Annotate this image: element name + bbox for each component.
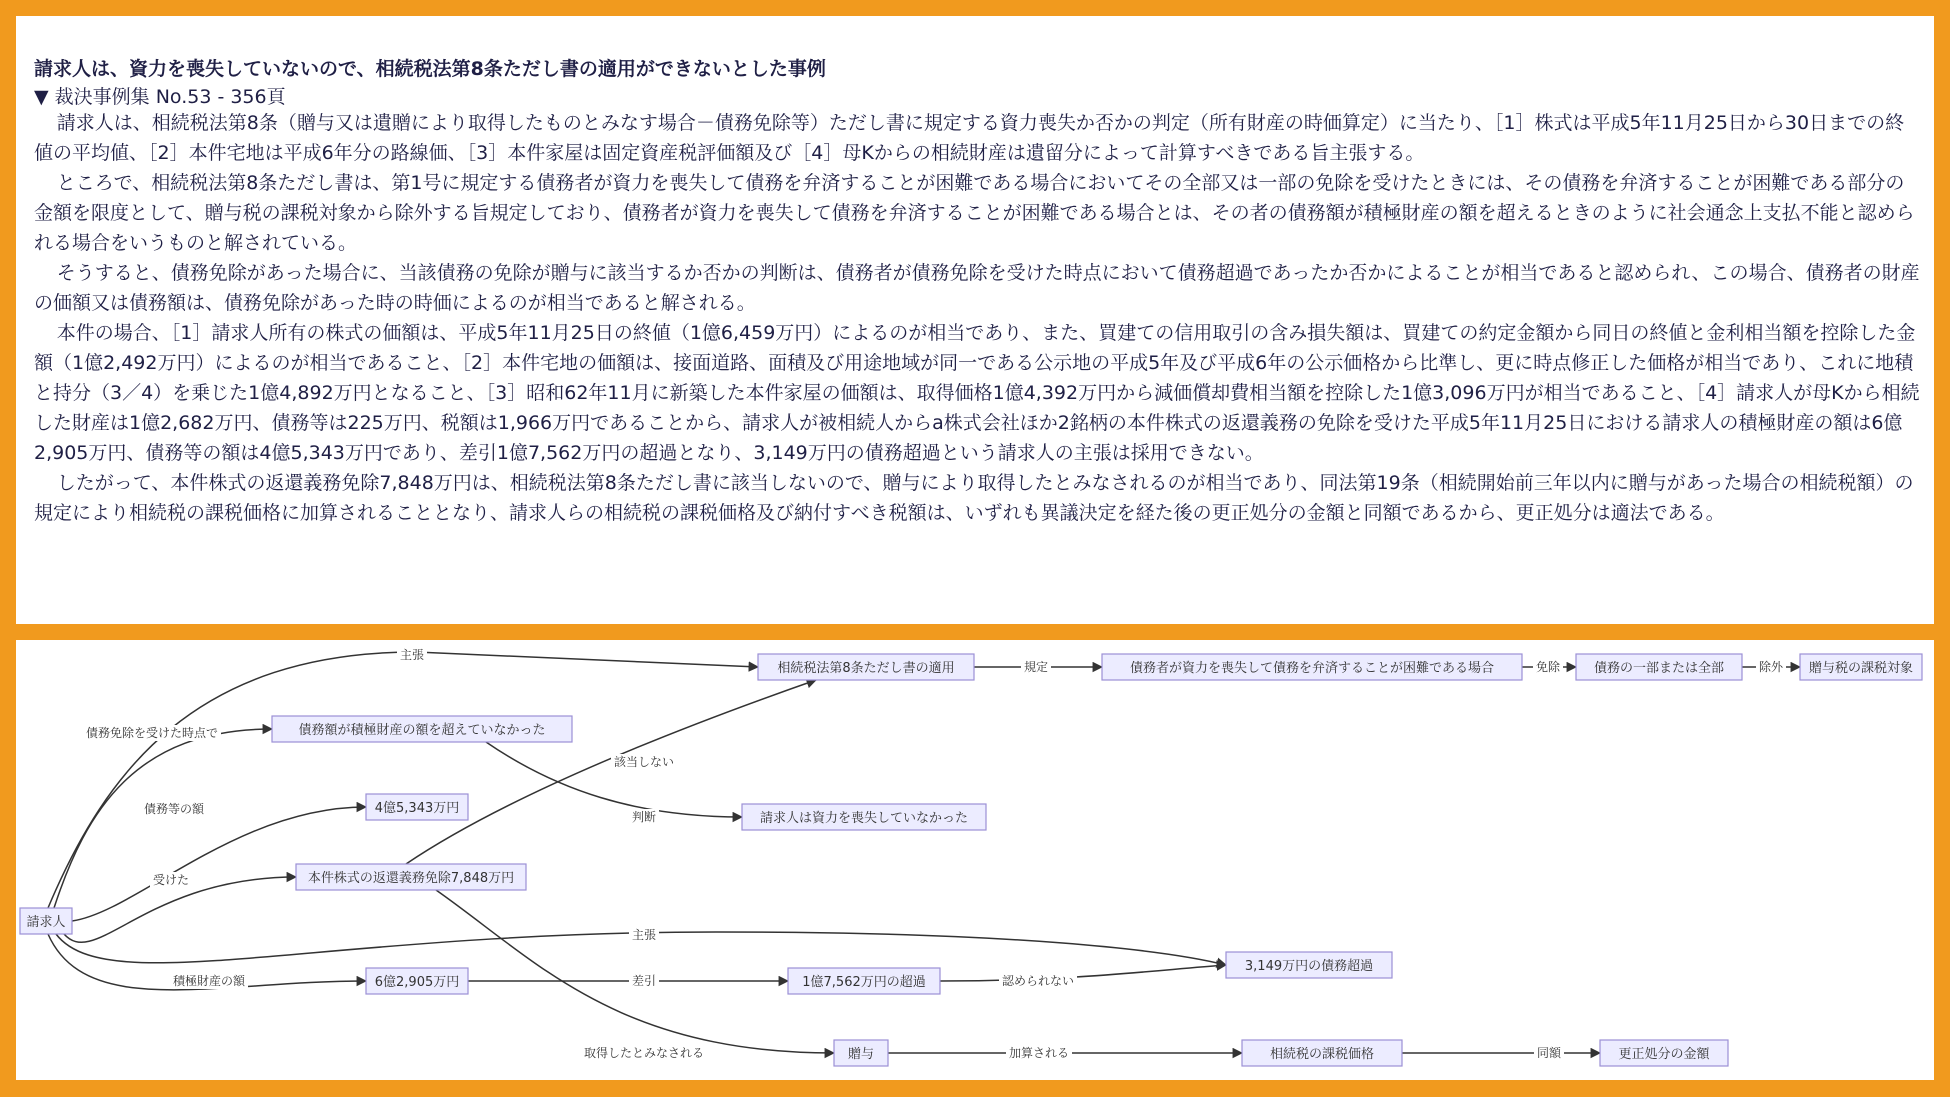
edge-label-regulate: 規定 <box>1023 660 1049 674</box>
node-debt-not-exceed <box>272 716 572 742</box>
paragraph-5: したがって、本件株式の返還義務免除7,848万円は、相続税法第8条ただし書に該当しないので、贈与により取得したとみなされるのが相当であり、同法第19条（相続開始前三年以内に贈与があった場合の相続税額）の規定により相続税の課税価格に加算されることとなり、請求人らの相続税の課税価格及び納付すべき税額は、いずれも異議決定を経た後の更正処分の金額と同額であるから、更正処分は適法である。 <box>34 472 1914 524</box>
node-label: 3,149万円の債務超過 <box>1244 959 1374 974</box>
node-insolvency-claim <box>1226 952 1392 978</box>
edge-label-judgment: 判断 <box>631 810 657 824</box>
edge-label-same-amount: 同額 <box>1536 1046 1562 1060</box>
node-article8 <box>758 654 974 680</box>
node-label: 相続税法第8条ただし書の適用 <box>777 661 955 676</box>
edge-label-claim-top: 主張 <box>399 648 425 662</box>
edge-deemed-acquired <box>436 890 834 1053</box>
edge-not-accepted <box>940 965 1226 981</box>
node-label: 贈与 <box>847 1047 875 1062</box>
edge-label-deemed-acquired: 取得したとみなされる <box>583 1046 705 1060</box>
paragraph-4: 本件の場合、［1］請求人所有の株式の価額は、平成5年11月25日の終値（1億6,459万円）によるのが相当であり、また、買建ての信用取引の含み損失額は、買建ての約定金額から同日の終値と金利相当額を控除した金額（1億2,492万円）によるのが相当であること、［2］本件宅地の価額は、接面道路、面積及び用途地域が同一である公示地の平成5年及び平成6年の公示価格から比準し、更に時点修正した価格が相当であり、これに地積と持分（3／4）を乗じた1億4,892万円となること、［3］昭和62年11月に新築した本件家屋の価額は、取得価格1億4,392万円から減価償却費相当額を控除した1億3,096万円が相当であること、［4］請求人が母Kから相続した財産は1億2,682万円、債務等は225万円、税額は1,966万円であることから、請求人が被相続人からa株式会社ほか2銘柄の本件株式の返還義務の免除を受けた平成5年11月25日における請求人の積極財産の額は6億2,905万円、債務等の額は4億5,343万円であり、差引1億7,562万円の超過となり、3,149万円の債務超過という請求人の主張は採用できない。 <box>34 322 1920 464</box>
node-assets <box>366 968 468 994</box>
node-gift-tax-target <box>1800 654 1922 680</box>
edge-label-difference: 差引 <box>631 974 657 988</box>
node-label: 債務の一部または全部 <box>1593 661 1725 676</box>
edge-label-debt-label: 債務等の額 <box>143 802 205 816</box>
node-label: 請求人 <box>26 915 66 930</box>
node-label: 債務額が積極財産の額を超えていなかった <box>298 723 546 738</box>
edge-label-asset-label: 積極財産の額 <box>172 974 246 988</box>
edge-not-applicable <box>406 680 816 864</box>
edge-label-exempt: 免除 <box>1535 660 1561 674</box>
edge-label-claim-mid: 主張 <box>631 928 657 942</box>
node-label: 1億7,562万円の超過 <box>802 975 926 990</box>
edge-label-at-exemption-time: 債務免除を受けた時点で <box>85 726 219 740</box>
text-panel <box>16 16 1934 624</box>
document-source: ▼ 裁決事例集 No.53 - 356頁 <box>34 86 286 108</box>
edge-label-exclude: 除外 <box>1758 660 1784 674</box>
node-partial-or-full <box>1576 654 1742 680</box>
node-label: 債務者が資力を喪失して債務を弁済することが困難である場合 <box>1129 661 1495 676</box>
diagram-panel <box>16 640 1934 1080</box>
node-exemption <box>296 864 526 890</box>
node-label: 請求人は資力を喪失していなかった <box>759 811 969 826</box>
node-label: 更正処分の金額 <box>1618 1047 1710 1062</box>
edge-label-not-applicable: 該当しない <box>613 755 675 769</box>
node-label: 贈与税の課税対象 <box>1808 661 1914 676</box>
edge-label-added: 加算される <box>1008 1046 1070 1060</box>
edge-label-not-accepted: 認められない <box>1001 974 1075 988</box>
paragraph-2: ところで、相続税法第8条ただし書は、第1号に規定する債務者が資力を喪失して債務を弁済することが困難である場合においてその全部又は一部の免除を受けたときには、その債務を弁済することが困難である部分の金額を限度として、贈与税の課税対象から除外する旨規定しており、債務者が資力を喪失して債務を弁済することが困難である場合とは、その者の債務額が積極財産の額を超えるときのように社会通念上支払不能と認められる場合をいうものと解されている。 <box>34 172 1915 254</box>
node-insolvent-case <box>1102 654 1522 680</box>
node-correction-amount <box>1600 1040 1728 1066</box>
flowchart <box>16 640 1934 1080</box>
node-label: 本件株式の返還義務免除7,848万円 <box>307 871 515 886</box>
node-claimant <box>20 908 72 934</box>
node-label: 6億2,905万円 <box>374 975 460 990</box>
node-debt-amount <box>366 794 468 820</box>
node-taxable-value <box>1242 1040 1402 1066</box>
paragraph-3: そうすると、債務免除があった場合に、当該債務の免除が贈与に該当するか否かの判断は、債務者が債務免除を受けた時点において債務超過であったか否かによることが相当であると認められ、この場合、債務者の財産の価額又は債務額は、債務免除があった時の時価によるのが相当であると解される。 <box>34 262 1920 314</box>
edge-label-received: 受けた <box>152 873 190 887</box>
node-surplus <box>788 968 940 994</box>
paragraph-1: 請求人は、相続税法第8条（贈与又は遺贈により取得したものとみなす場合－債務免除等）ただし書に規定する資力喪失か否かの判定（所有財産の時価算定）に当たり、［1］株式は平成5年11月25日から30日までの終値の平均値、［2］本件宅地は平成6年分の路線価、［3］本件家屋は固定資産税評価額及び［4］母Kからの相続財産は遺留分によって計算すべきである旨主張する。 <box>34 112 1905 164</box>
document-body <box>34 108 1922 528</box>
node-label: 相続税の課税価格 <box>1269 1047 1375 1062</box>
node-not-lost-capacity <box>742 804 986 830</box>
node-gift <box>834 1040 888 1066</box>
node-label: 4億5,343万円 <box>374 801 460 816</box>
edge-judgment <box>486 742 742 817</box>
document-title: 請求人は、資力を喪失していないので、相続税法第8条ただし書の適用ができないとした事例 <box>34 58 826 80</box>
